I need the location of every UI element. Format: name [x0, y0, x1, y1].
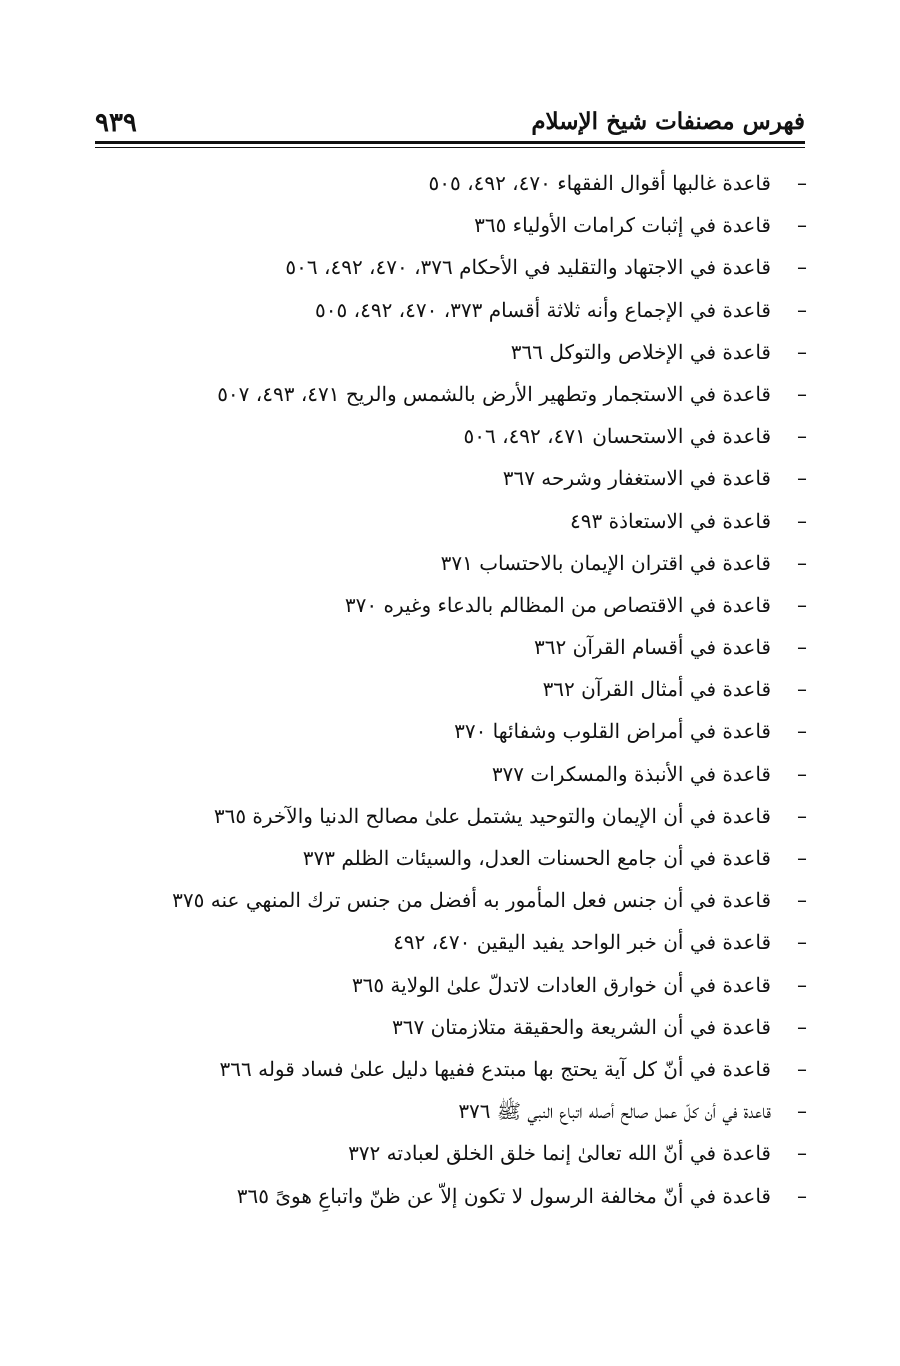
entry-text: قاعدة في أن جامع الحسنات العدل، والسيئات الظلم ٣٧٣ — [302, 846, 771, 870]
index-entry — [120, 879, 807, 921]
entry-dash: – — [797, 339, 807, 364]
index-entry — [120, 668, 807, 710]
entry-dash: – — [797, 1099, 807, 1124]
index-entry — [120, 415, 807, 457]
index-entry — [120, 542, 807, 584]
entry-dash: – — [797, 550, 807, 575]
entry-text: قاعدة في الاستعاذة ٤٩٣ — [570, 508, 771, 533]
entry-text: قاعدة في الاجتهاد والتقليد في الأحكام ٣٧٦، ٤٧٠، ٤٩٢، ٥٠٦ — [285, 255, 771, 280]
index-entry — [120, 1006, 807, 1048]
index-entry — [120, 710, 807, 752]
entry-dash: – — [797, 930, 807, 955]
index-entry — [120, 1090, 807, 1132]
entry-text: قاعدة في أن الشريعة والحقيقة متلازمتان ٣٦٧ — [392, 1014, 771, 1039]
entry-text: قاعدة غالبها أقوال الفقهاء ٤٧٠، ٤٩٢، ٥٠٥ — [428, 171, 771, 195]
index-entry — [120, 753, 807, 795]
index-entry — [120, 626, 807, 668]
index-entry — [120, 964, 807, 1006]
entry-text: قاعدة في أن الإيمان والتوحيد يشتمل علىٰ مصالح الدنيا والآخرة ٣٦٥ — [213, 803, 771, 828]
index-entry — [120, 204, 807, 246]
entry-text: قاعدة في أن خوارق العادات لاتدلّ علىٰ الولاية ٣٦٥ — [351, 972, 771, 997]
index-entry — [120, 289, 807, 331]
entry-dash: – — [797, 508, 807, 533]
running-header — [95, 108, 805, 142]
entry-text: قاعدة في أن جنس فعل المأمور به أفضل من جنس ترك المنهي عنه ٣٧٥ — [172, 888, 771, 913]
entry-dash: – — [797, 592, 807, 617]
entry-text: قاعدة في أنّ مخالفة الرسول لا تكون إلاّ عن ظنّ واتباعِ هوىً ٣٦٥ — [236, 1183, 771, 1208]
entry-text: قاعدة في أقسام القرآن ٣٦٢ — [534, 635, 771, 660]
header-title: فهرس مصنفات شيخ الإسلام — [531, 108, 805, 135]
index-entry — [120, 331, 807, 373]
entry-text: قاعدة في أمثال القرآن ٣٦٢ — [542, 677, 771, 702]
entry-text: قاعدة في الإخلاص والتوكل ٣٦٦ — [510, 339, 771, 364]
entry-text: قاعدة في الاستغفار وشرحه ٣٦٧ — [502, 466, 771, 491]
index-entry — [120, 837, 807, 879]
entry-dash: – — [797, 719, 807, 744]
entry-dash: – — [797, 255, 807, 280]
entry-dash: – — [797, 803, 807, 828]
entry-dash: – — [797, 972, 807, 997]
index-entry — [120, 162, 807, 204]
index-entry — [120, 373, 807, 415]
entry-text: قاعدة في الاستحسان ٤٧١، ٤٩٢، ٥٠٦ — [463, 424, 771, 449]
entry-text: قاعدة في الإجماع وأنه ثلاثة أقسام ٣٧٣، ٤٧٠، ٤٩٢، ٥٠٥ — [315, 297, 771, 322]
entry-text: قاعدة في الاستجمار وتطهير الأرض بالشمس والريح ٤٧١، ٤٩٣، ٥٠٧ — [217, 381, 771, 406]
entry-dash: – — [797, 761, 807, 786]
entry-dash: – — [797, 466, 807, 491]
index-entry — [120, 1132, 807, 1174]
entry-text: قاعدة في أنّ الله تعالىٰ إنما خلق الخلق لعبادته ٣٧٢ — [348, 1141, 771, 1166]
index-entry — [120, 1048, 807, 1090]
entry-text: قاعدة في أنّ كل آية يحتج بها مبتدع ففيها دليل علىٰ فساد قوله ٣٦٦ — [219, 1056, 771, 1081]
entry-dash: – — [797, 677, 807, 702]
index-entries-list — [120, 162, 807, 1217]
entry-text: قاعدة في الأنبذة والمسكرات ٣٧٧ — [491, 761, 771, 786]
index-entry — [120, 584, 807, 626]
entry-dash: – — [797, 381, 807, 406]
entry-dash: – — [797, 635, 807, 660]
index-entry — [120, 457, 807, 499]
page-number: ٩٣٩ — [95, 108, 137, 138]
entry-text: قاعدة في أن كلّ عمل صالح أصله اتباع النبي ﷺ ٣٧٦ — [458, 1099, 771, 1124]
entry-text: قاعدة في إثبات كرامات الأولياء ٣٦٥ — [474, 213, 771, 238]
entry-dash: – — [797, 424, 807, 449]
entry-dash: – — [797, 1014, 807, 1039]
entry-dash: – — [797, 1183, 807, 1208]
entry-dash: – — [797, 846, 807, 870]
entry-dash: – — [797, 213, 807, 238]
header-rule-thin — [95, 147, 805, 148]
index-entry — [120, 246, 807, 288]
entry-dash: – — [797, 888, 807, 913]
index-entry — [120, 1175, 807, 1217]
index-entry — [120, 921, 807, 963]
entry-dash: – — [797, 297, 807, 322]
index-entry — [120, 795, 807, 837]
index-entry — [120, 500, 807, 542]
entry-text: قاعدة في أن خبر الواحد يفيد اليقين ٤٧٠، ٤٩٢ — [393, 930, 771, 955]
entry-dash: – — [797, 1141, 807, 1166]
entry-text: قاعدة في اقتران الإيمان بالاحتساب ٣٧١ — [440, 550, 771, 575]
header-rule-thick — [95, 141, 805, 144]
entry-text: قاعدة في أمراض القلوب وشفائها ٣٧٠ — [454, 719, 771, 744]
entry-dash: – — [797, 1056, 807, 1081]
entry-dash: – — [797, 171, 807, 195]
entry-text: قاعدة في الاقتصاص من المظالم بالدعاء وغيره ٣٧٠ — [344, 592, 771, 617]
